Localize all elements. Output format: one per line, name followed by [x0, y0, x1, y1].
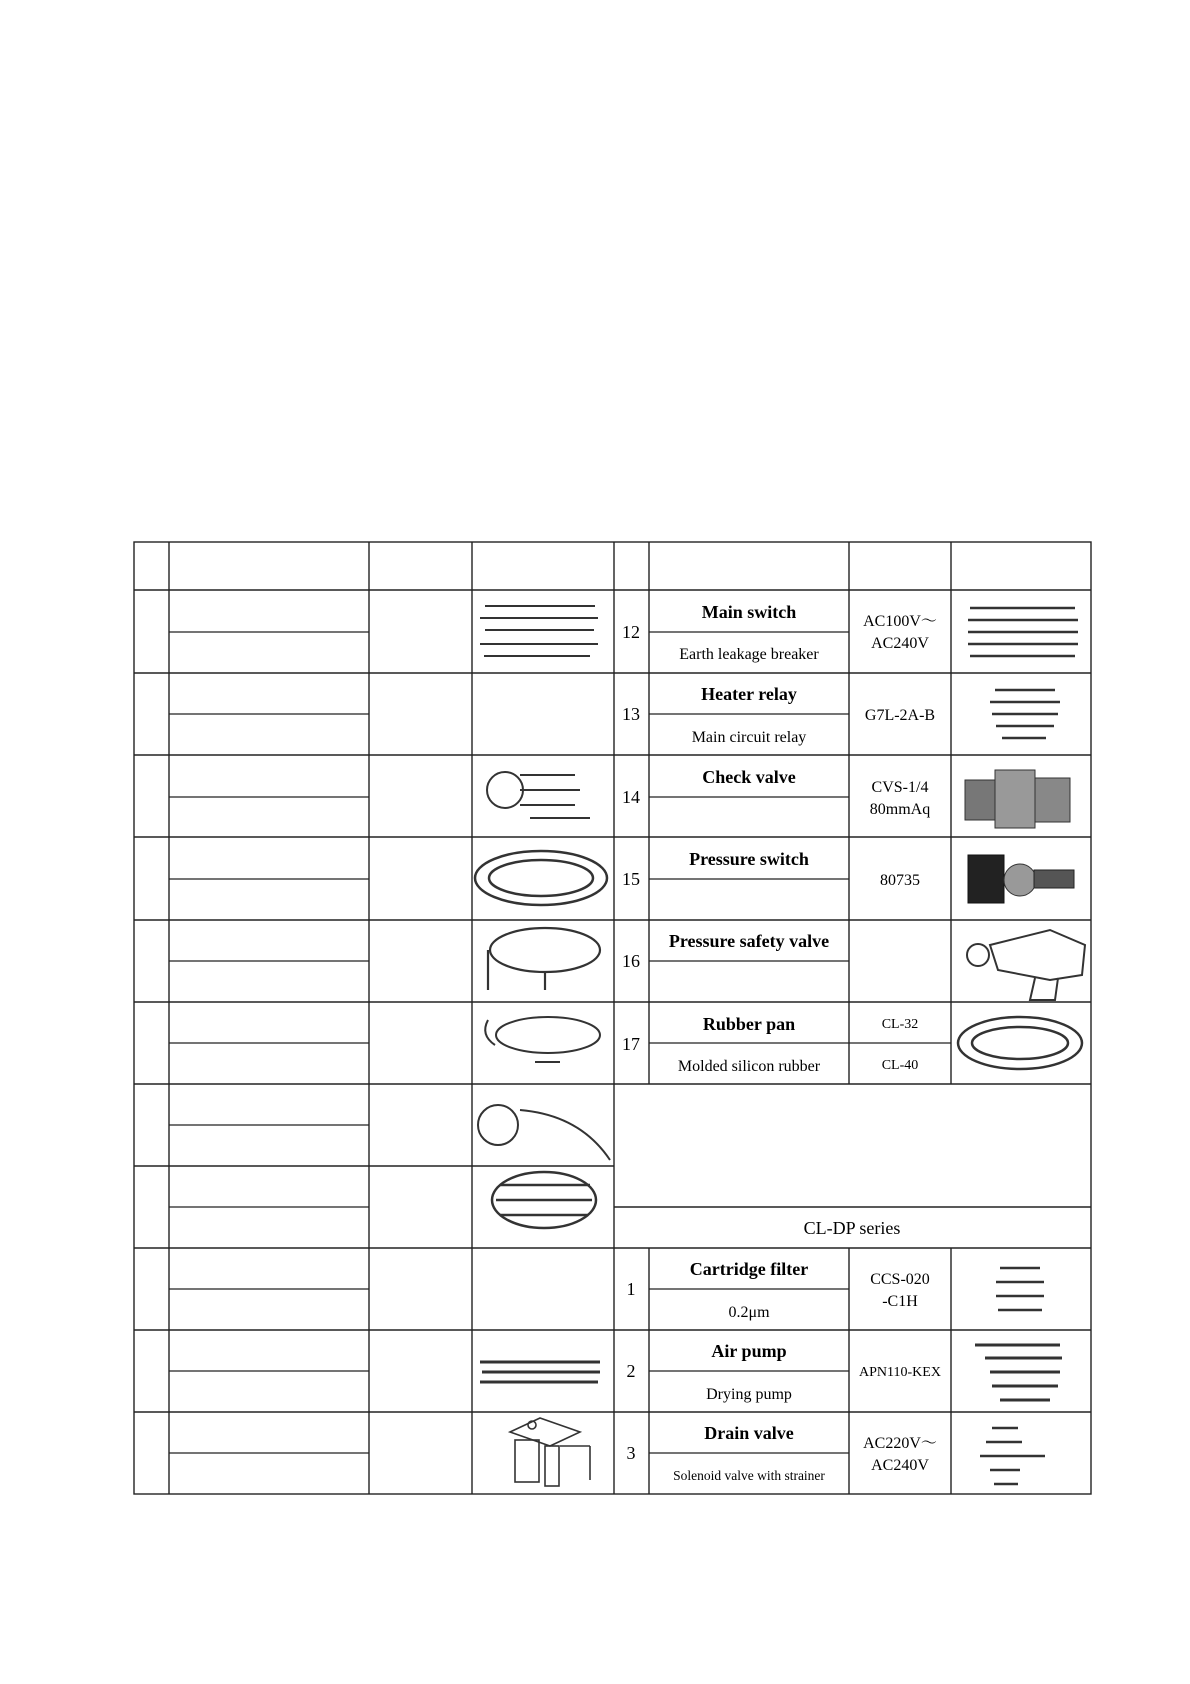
- item-name: Air pump: [711, 1341, 787, 1361]
- item-name: Drain valve: [704, 1423, 794, 1443]
- ring-gasket-image: [488, 928, 600, 990]
- item-spec-bottom: CL-40: [881, 1058, 919, 1073]
- item-number: 12: [622, 622, 640, 642]
- relay-photo: [990, 690, 1060, 738]
- hose-ring-image: [485, 1017, 600, 1062]
- item-number: 14: [622, 787, 640, 807]
- item-spec-line-1: CCS-020: [870, 1271, 930, 1288]
- item-spec-line-1: AC100V～: [863, 613, 937, 630]
- air-pump-photo: [975, 1345, 1062, 1400]
- drain-valve-photo: [980, 1428, 1045, 1484]
- item-name: Check valve: [702, 767, 796, 787]
- item-name: Pressure switch: [689, 849, 809, 869]
- left-images: [475, 606, 610, 1486]
- item-name: Pressure safety valve: [668, 931, 830, 951]
- series-title: CL-DP series: [803, 1218, 901, 1238]
- table-grid: [134, 542, 1091, 1494]
- item-subtitle: Solenoid valve with strainer: [673, 1468, 825, 1483]
- item-name: Heater relay: [701, 684, 797, 704]
- tube-fitting-image: [487, 772, 590, 818]
- pressure-switch-photo: [968, 855, 1074, 903]
- item-spec-line-2: AC240V: [871, 635, 929, 652]
- item-number: 3: [626, 1443, 636, 1463]
- cable-image: [480, 606, 598, 656]
- item-spec-top: CL-32: [881, 1017, 919, 1032]
- item-number: 1: [626, 1279, 636, 1299]
- safety-valve-photo: [967, 930, 1085, 1000]
- right-images: [958, 608, 1085, 1484]
- item-name: Rubber pan: [702, 1014, 796, 1034]
- bottle-image: [478, 1105, 610, 1160]
- rod-image: [480, 1362, 600, 1382]
- item-spec-line-2: AC240V: [871, 1457, 929, 1474]
- item-number: 16: [622, 951, 640, 971]
- item-subtitle: Drying pump: [706, 1386, 792, 1403]
- item-number: 13: [622, 704, 640, 724]
- check-valve-photo: [965, 770, 1070, 828]
- filter-photo: [996, 1268, 1044, 1310]
- item-number: 15: [622, 869, 640, 889]
- item-subtitle: Main circuit relay: [691, 729, 807, 746]
- item-spec-line-1: AC220V～: [863, 1435, 937, 1452]
- item-spec-line-2: 80mmAq: [869, 801, 931, 818]
- item-spec-line-1: G7L-2A-B: [864, 707, 936, 724]
- item-spec-line-2: -C1H: [882, 1293, 918, 1310]
- item-spec-line-1: CVS-1/4: [871, 779, 929, 796]
- solenoid-bracket-image: [510, 1418, 590, 1486]
- item-number: 17: [622, 1034, 640, 1054]
- rubber-pan-photo: [958, 1017, 1082, 1069]
- item-subtitle: 0.2μm: [728, 1304, 770, 1321]
- item-name: Main switch: [701, 602, 797, 622]
- item-subtitle: Molded silicon rubber: [677, 1058, 821, 1075]
- oval-gasket-image: [475, 851, 607, 905]
- item-spec-line-1: APN110-KEX: [859, 1365, 941, 1380]
- dish-image: [492, 1172, 596, 1228]
- item-number: 2: [626, 1361, 636, 1381]
- item-subtitle: Earth leakage breaker: [679, 646, 819, 663]
- item-name: Cartridge filter: [689, 1259, 809, 1279]
- breaker-photo: [968, 608, 1078, 656]
- item-spec-line-1: 80735: [880, 872, 920, 889]
